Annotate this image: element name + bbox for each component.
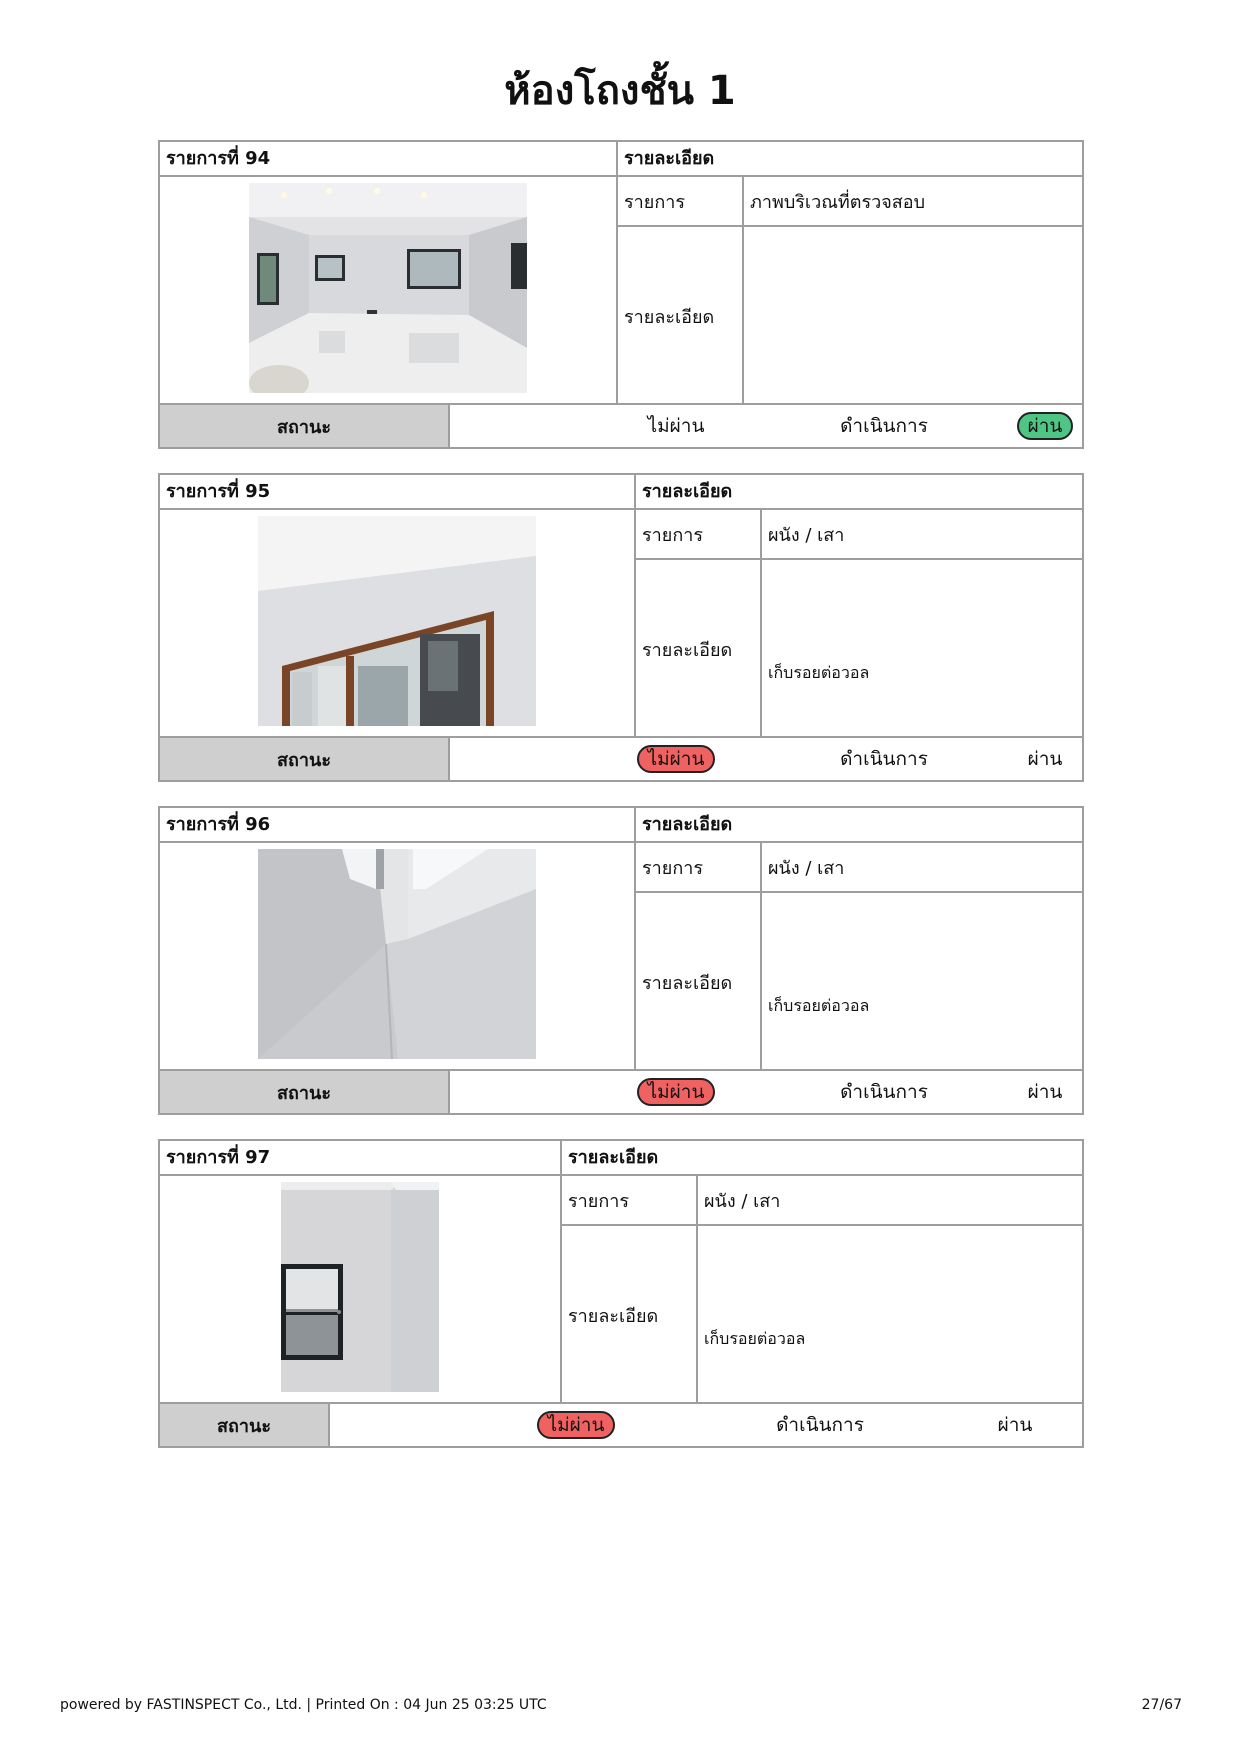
status-option-fail[interactable] — [626, 738, 726, 780]
detail-header: รายละเอียด — [568, 1147, 659, 1168]
status-row — [160, 1069, 1082, 1113]
wall-corner-photo — [258, 849, 536, 1059]
status-option-pass[interactable]: ผ่าน — [997, 1414, 1033, 1436]
status-option-in-progress[interactable]: ดำเนินการ — [776, 1414, 864, 1436]
selected-status-pill: ไม่ผ่าน — [637, 745, 716, 773]
item-header: รายการที่ 97 — [160, 1141, 562, 1174]
footer-powered-by: powered by FASTINSPECT Co., Ltd. | Printed On : 04 Jun 25 03:25 UTC — [60, 1697, 547, 1713]
selected-status-pill: ไม่ผ่าน — [637, 1078, 716, 1106]
detail-value: เก็บรอยต่อวอล — [768, 995, 870, 1015]
detail-label: รายละเอียด — [624, 306, 715, 328]
status-option-pass[interactable]: ผ่าน — [1027, 1081, 1063, 1103]
status-row — [160, 1402, 1082, 1446]
hall-overview-photo — [249, 183, 527, 393]
item-label: รายการ — [568, 1190, 629, 1212]
item-header: รายการที่ 95 — [160, 475, 636, 508]
status-option-pass[interactable]: ผ่าน — [1027, 748, 1063, 770]
item-label: รายการ — [624, 191, 685, 213]
status-option-in-progress[interactable]: ดำเนินการ — [840, 1081, 928, 1103]
wall-door-photo — [258, 516, 536, 726]
item-photo-cell — [160, 516, 634, 726]
item-value: ผนัง / เสา — [768, 857, 845, 879]
item-photo-cell — [160, 183, 616, 393]
detail-value: เก็บรอยต่อวอล — [768, 662, 870, 682]
status-option-in-progress[interactable]: ดำเนินการ — [840, 748, 928, 770]
inspection-item-96 — [158, 806, 1084, 1115]
item-label: รายการ — [642, 524, 703, 546]
item-value: ผนัง / เสา — [768, 524, 845, 546]
status-label: สถานะ — [160, 1071, 450, 1113]
item-label: รายการ — [642, 857, 703, 879]
detail-value — [744, 227, 1082, 405]
detail-header: รายละเอียด — [642, 481, 733, 502]
selected-status-pill: ผ่าน — [1017, 412, 1074, 440]
item-header: รายการที่ 94 — [160, 142, 618, 175]
status-option-fail[interactable]: ไม่ผ่าน — [647, 415, 705, 437]
status-label: สถานะ — [160, 738, 450, 780]
status-option-fail[interactable] — [626, 1071, 726, 1113]
detail-value: เก็บรอยต่อวอล — [704, 1328, 806, 1348]
status-label: สถานะ — [160, 1404, 330, 1446]
detail-label: รายละเอียด — [642, 972, 733, 994]
selected-status-pill: ไม่ผ่าน — [537, 1411, 616, 1439]
wall-window-photo — [281, 1182, 439, 1392]
detail-label: รายละเอียด — [568, 1305, 659, 1327]
detail-label: รายละเอียด — [642, 639, 733, 661]
page-number: 27/67 — [1141, 1697, 1182, 1713]
status-option-fail[interactable] — [526, 1404, 626, 1446]
status-label: สถานะ — [160, 405, 450, 447]
status-row — [160, 736, 1082, 780]
item-photo-cell — [160, 1182, 560, 1392]
status-option-pass[interactable] — [1000, 405, 1090, 447]
detail-header: รายละเอียด — [642, 814, 733, 835]
item-photo-cell — [160, 849, 634, 1059]
inspection-item-97 — [158, 1139, 1084, 1448]
page-title: ห้องโถงชั้น 1 — [504, 68, 736, 114]
item-header: รายการที่ 96 — [160, 808, 636, 841]
status-row — [160, 403, 1082, 447]
inspection-item-95 — [158, 473, 1084, 782]
item-value: ผนัง / เสา — [704, 1190, 781, 1212]
item-value: ภาพบริเวณที่ตรวจสอบ — [750, 191, 925, 213]
status-option-in-progress[interactable]: ดำเนินการ — [840, 415, 928, 437]
detail-header: รายละเอียด — [624, 148, 715, 169]
inspection-item-94 — [158, 140, 1084, 449]
